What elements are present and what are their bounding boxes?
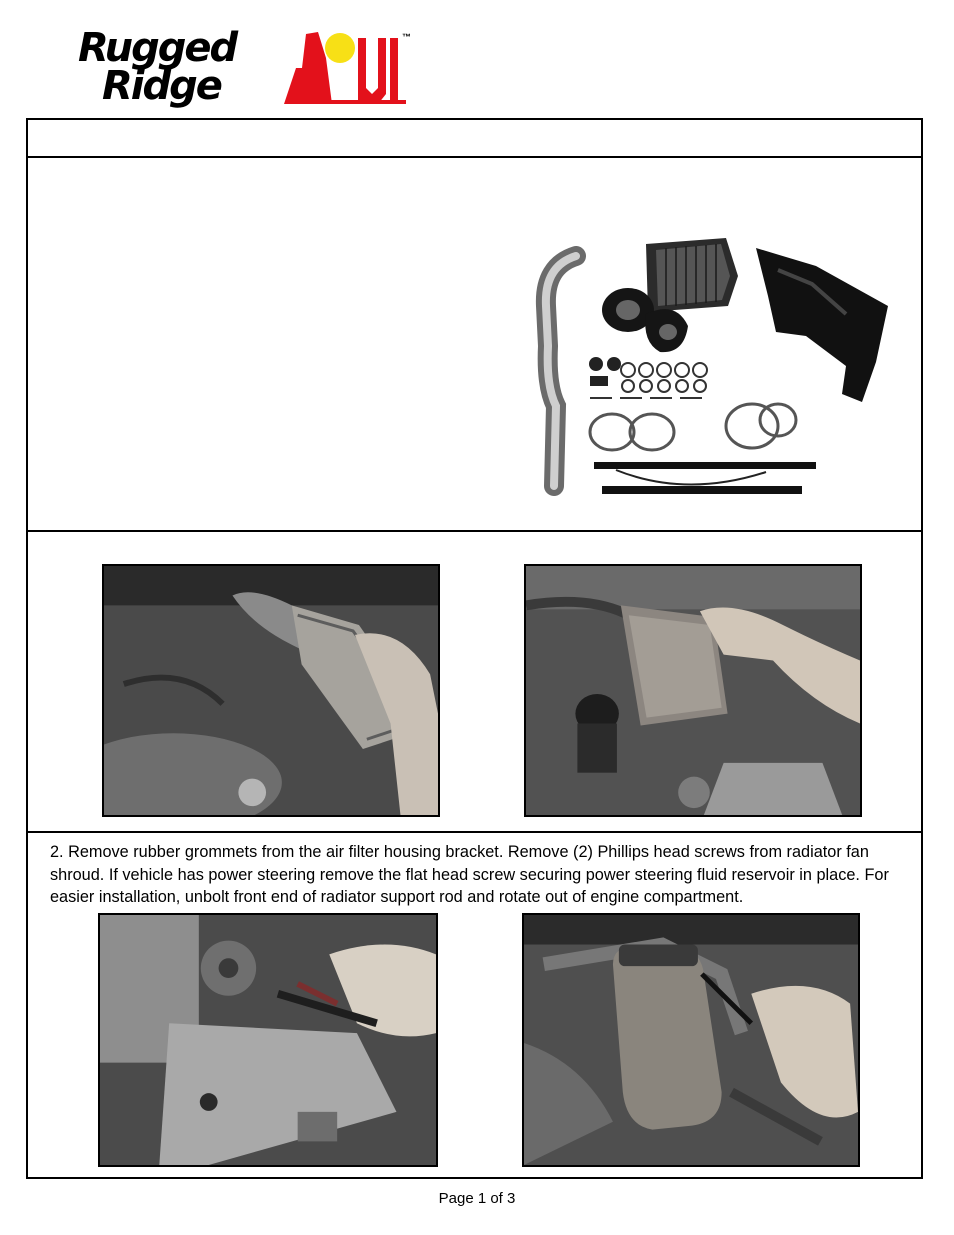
page-number: Page 1 of 3 xyxy=(438,1190,516,1207)
step-2-text: 2. Remove rubber grommets from the air filter housing bracket. Remove (2) Phillips head screws from radiator fan shroud. If vehicle has power steering remove the flat head screw securing power steering fluid reservoir in place. For easier installation, unbolt front end of radiator support rod and rotate out of engine compartment. xyxy=(50,843,889,906)
trademark-symbol: ™ xyxy=(402,32,411,42)
kit-contents-band xyxy=(28,156,921,532)
step-1-photo-right xyxy=(524,564,862,817)
step-2-photo-right xyxy=(522,913,860,1167)
step-2-band xyxy=(28,831,921,1179)
step-2-photo-left xyxy=(98,913,438,1167)
logo-mark-icon xyxy=(266,28,406,104)
title-band xyxy=(28,120,921,158)
logo-word-rugged: Rugged xyxy=(78,25,237,71)
brand-logo xyxy=(78,25,418,113)
logo-word-ridge: Ridge xyxy=(102,63,221,109)
step-1-band xyxy=(28,530,921,833)
kit-components-photo xyxy=(516,236,912,508)
step-1-photo-left xyxy=(102,564,440,817)
instruction-frame xyxy=(26,118,923,1179)
